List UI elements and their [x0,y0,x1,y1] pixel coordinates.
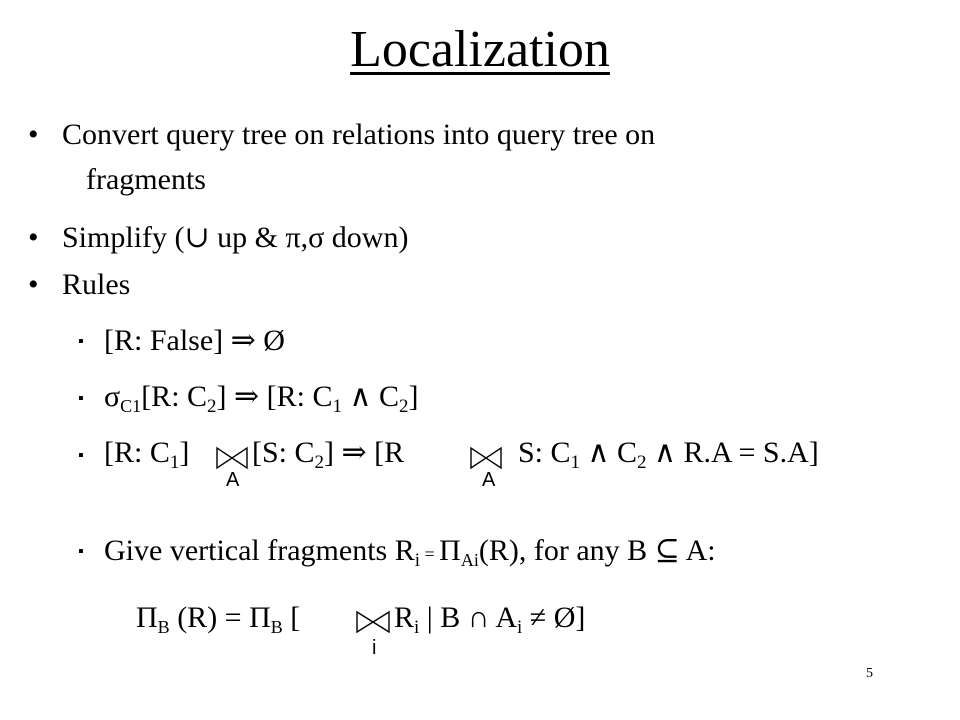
bullet-convert-line2: fragments [86,163,206,196]
rule-vertical-fragments [104,536,716,570]
rule-join-left [104,438,189,472]
join-attribute-label: A [482,469,496,491]
projection-formula-right [394,603,585,637]
bullet-convert-line1: Convert query tree on relations into query tree on [62,118,656,151]
formula-text: (R) = [169,601,250,634]
sub-bullet-marker: ▪ [78,390,84,407]
subscript: 2 [399,396,409,417]
bullet-simplify: Simplify (∪ up & π,σ down) [62,221,409,254]
formula-text: R [394,601,415,634]
subscript: 1 [332,396,343,417]
sigma-subscript: C1 [120,396,142,416]
rule-text: Give vertical fragments R [104,534,415,567]
sigma-symbol: σ [104,380,121,413]
pi-symbol: Π [249,601,271,634]
subscript: 2 [314,452,325,473]
rule-text: ∧ C [580,436,637,469]
page-number: 5 [866,666,873,681]
rule-text: ∧ R.A = S.A] [646,436,819,469]
rule-false: [R: False] ⇒ Ø [104,324,285,357]
sub-bullet-marker: ▪ [78,333,84,350]
subscript: 2 [637,452,647,473]
formula-text: [ [282,601,301,634]
subscript: i [414,617,420,638]
rule-text: ] [408,380,419,413]
pi-symbol: Π [439,534,461,567]
subscript: B [157,617,170,637]
subscript: i [517,617,523,638]
rule-text: ∧ C [342,380,399,413]
rule-join-result [518,438,819,472]
subscript: Ai [460,550,479,570]
sub-bullet-marker: ▪ [78,543,84,560]
bowtie-join-icon [216,446,248,470]
bowtie-join-icon [470,446,502,470]
formula-text: ≠ Ø] [522,601,586,634]
rule-text: ] ⇒ [R [324,436,405,469]
subscript: B [270,617,283,637]
rule-text: ] [179,436,190,469]
formula-text: | B ∩ A [419,601,517,634]
rule-text: (R), for any B ⊆ A: [478,534,716,567]
pi-symbol: Π [136,601,158,634]
rule-text: S: C [518,436,571,469]
rule-join-right [252,438,404,472]
bowtie-join-icon [356,610,390,634]
bullet-dot: • [28,268,39,301]
bullet-dot: • [28,118,39,151]
rule-text: [R: C [104,436,170,469]
rule-text: [R: C [141,380,208,413]
subscript: 1 [169,452,180,473]
subscript: 2 [207,396,217,417]
rule-text: ] ⇒ [R: C [216,380,333,413]
slide-title-text: Localization [350,21,610,78]
equals-sign: = [420,544,440,564]
bullet-dot: • [28,221,39,254]
rule-text: [S: C [252,436,315,469]
sub-bullet-marker: ▪ [78,447,84,464]
join-index-label: i [372,637,377,659]
subscript: i [414,550,421,571]
rule-selection [104,382,419,416]
slide-title [0,21,960,78]
join-attribute-label: A [226,469,240,491]
projection-formula-left [136,603,300,636]
bullet-rules: Rules [62,268,131,301]
subscript: 1 [570,452,581,473]
